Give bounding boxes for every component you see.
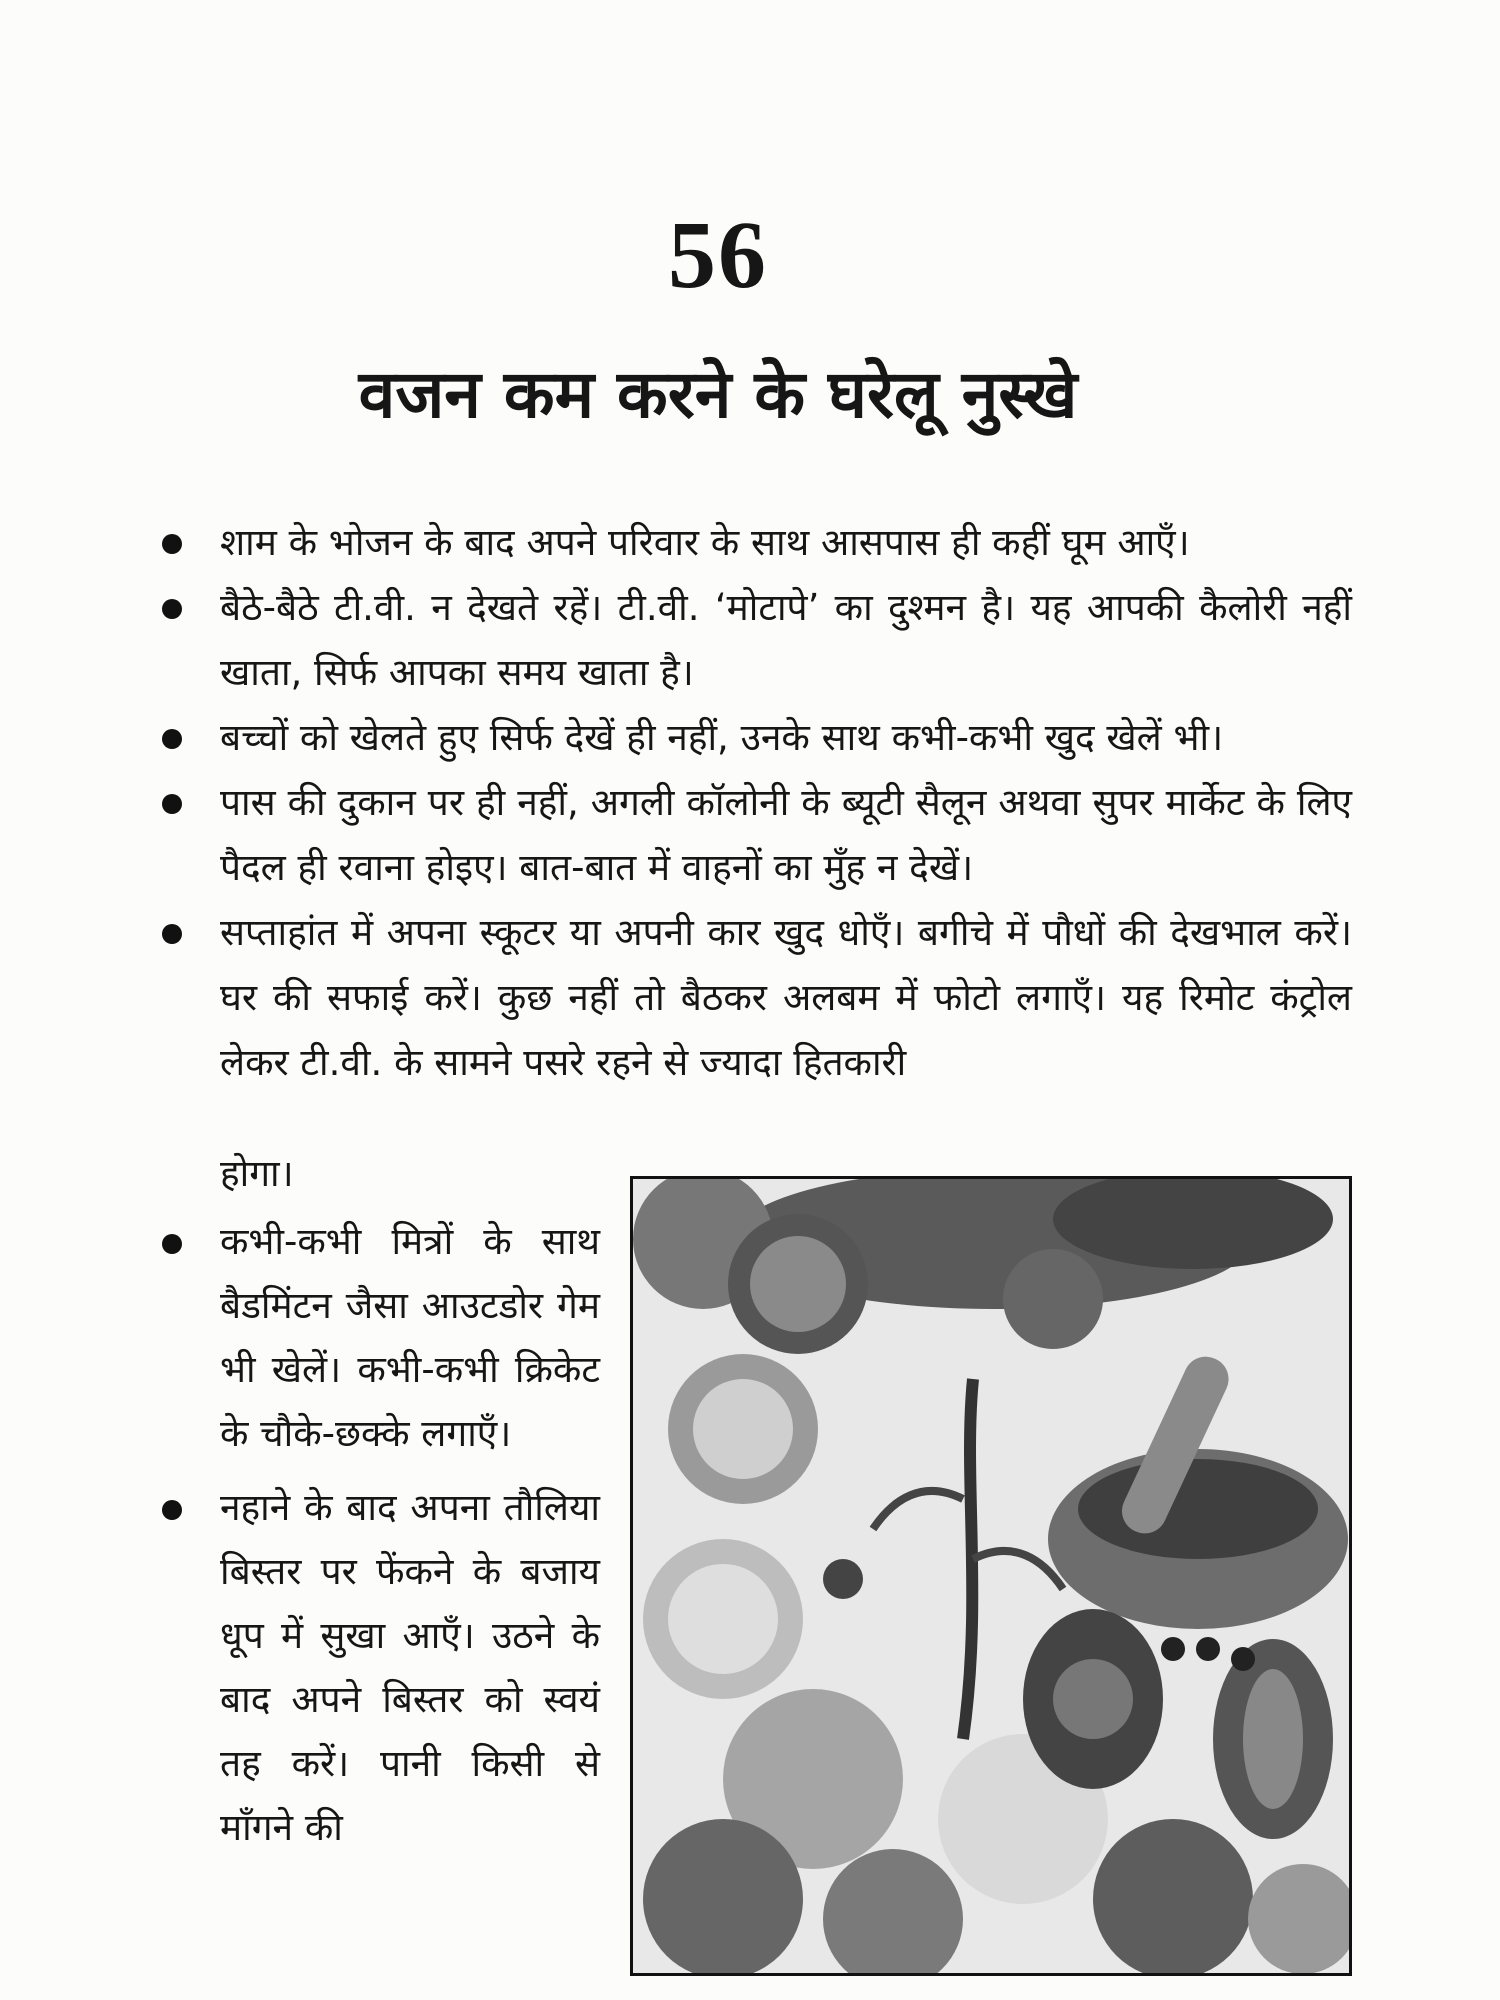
chapter-title: वजन कम करने के घरेलू नुस्खे — [358, 356, 1078, 433]
illustration-drawing — [633, 1179, 1349, 1973]
tip-item: कभी-कभी मित्रों के साथ बैडमिंटन जैसा आउटडोर गेम भी खेलें। कभी-कभी क्रिकेट के चौके-छक्के लगाएँ। — [162, 1210, 600, 1466]
tip-item: पास की दुकान पर ही नहीं, अगली कॉलोनी के ब्यूटी सैलून अथवा सुपर मार्केट के लिए पैदल ही रवाना होइए। बात-बात में वाहनों का मुँह न देखें। — [162, 770, 1352, 900]
tip-item: सप्ताहांत में अपना स्कूटर या अपनी कार खुद धोएँ। बगीचे में पौधों की देखभाल करें। घर की सफाई करें। कुछ नहीं तो बैठकर अलबम में फोटो लगाएँ। यह रिमोट कंट्रोल लेकर टी.वी. के सामने पसरे रहने से ज्यादा हितकारी — [162, 900, 1352, 1095]
tip-item: बच्चों को खेलते हुए सिर्फ देखें ही नहीं, उनके साथ कभी-कभी खुद खेलें भी। — [162, 705, 1352, 770]
tips-list-full-width — [162, 510, 1352, 1095]
tip-continuation: होगा। — [220, 1152, 294, 1195]
tip-item: शाम के भोजन के बाद अपने परिवार के साथ आसपास ही कहीं घूम आएँ। — [162, 510, 1352, 575]
tip-item: बैठे-बैठे टी.वी. न देखते रहें। टी.वी. ‘मोटापे’ का दुश्मन है। यह आपकी कैलोरी नहीं खाता, सिर्फ आपका समय खाता है। — [162, 575, 1352, 705]
tip-item: नहाने के बाद अपना तौलिया बिस्तर पर फेंकने के बजाय धूप में सुखा आएँ। उठने के बाद अपने बिस्तर को स्वयं तह करें। पानी किसी से माँगने की — [162, 1476, 600, 1860]
tips-list-narrow — [162, 1210, 600, 1870]
chapter-number: 56 — [668, 201, 768, 308]
herbs-and-fruits-illustration — [630, 1176, 1352, 1976]
